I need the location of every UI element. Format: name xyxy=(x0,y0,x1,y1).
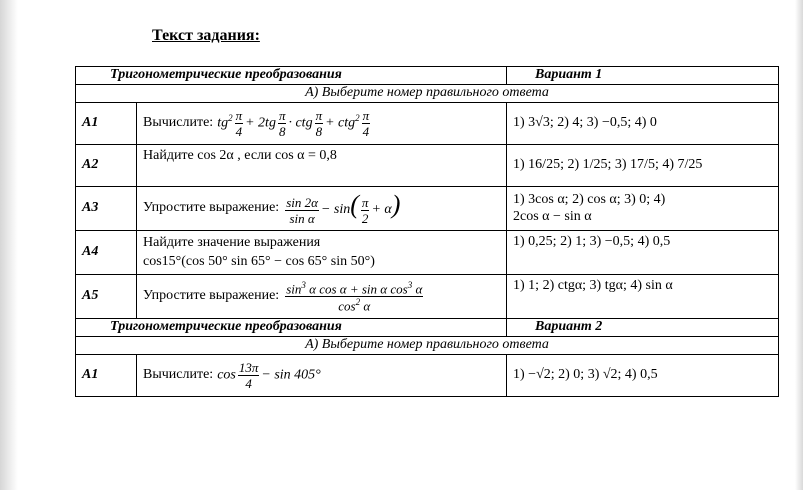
question-text: Найдите значение выражения xyxy=(143,234,321,250)
question-text: Упростите выражение: xyxy=(143,200,280,216)
task-row-a3 xyxy=(76,187,779,231)
math-expression: cos $\frac{13\pi}{4}$ − sin 405° xyxy=(217,360,321,391)
task-code: А5 xyxy=(76,275,137,319)
variant1-header xyxy=(76,67,779,85)
variant2-subtitle-row xyxy=(76,337,779,355)
question-text: Упростите выражение: xyxy=(143,288,280,304)
task-row-a2 xyxy=(76,145,779,187)
task-code: А3 xyxy=(76,187,137,231)
variant2-subtitle: А) Выберите номер правильного ответа xyxy=(76,337,779,355)
math-expression: cos15°(cos 50° sin 65° − cos 65° sin 50°) xyxy=(143,253,375,269)
variant2-topic: Тригонометрические преобразования xyxy=(76,319,507,337)
task-answers xyxy=(507,187,779,231)
task-answers: 1) 1; 2) ctgα; 3) tgα; 4) sin α xyxy=(507,275,779,319)
variant1-label: Вариант 1 xyxy=(507,67,779,85)
math-expression: $\frac{\sin 2\alpha}{\text{sin α}}$ − sin( $\frac{\pi}{2}$ + α) xyxy=(286,190,401,226)
task-question xyxy=(137,275,507,319)
task-row-a5 xyxy=(76,275,779,319)
task-question xyxy=(137,231,507,275)
question-text: Вычислите: xyxy=(143,367,214,383)
answers-line-2: 2cos α − sin α xyxy=(513,208,592,224)
variant2-header xyxy=(76,319,779,337)
task-code: А1 xyxy=(76,103,137,145)
math-expression: $tg^2$ $\frac{\pi}{4}$ + 2tg $\frac{\pi}{8}$ · ctg $\frac{\pi}{8}$ + ctg$^2$ $\frac{\pi}{4}$ xyxy=(217,108,370,139)
page-shadow-right xyxy=(795,0,803,490)
task-question xyxy=(137,103,507,145)
task-answers: 1) −√2; 2) 0; 3) √2; 4) 0,5 xyxy=(507,355,779,397)
variant1-topic: Тригонометрические преобразования xyxy=(76,67,507,85)
task-answers: 1) 16/25; 2) 1/25; 3) 17/5; 4) 7/25 xyxy=(507,145,779,187)
task-table xyxy=(75,66,779,397)
variant1-subtitle-row xyxy=(76,85,779,103)
math-expression: $\frac{\sin^3 \alpha \cos \alpha + \sin \alpha \cos^3 \alpha}{\cos^2 \alpha}$ xyxy=(286,279,423,314)
task-row-a4 xyxy=(76,231,779,275)
task-answers: 1) 0,25; 2) 1; 3) −0,5; 4) 0,5 xyxy=(507,231,779,275)
question-text: Вычислите: xyxy=(143,115,214,131)
variant2-label: Вариант 2 xyxy=(507,319,779,337)
task-code: А4 xyxy=(76,231,137,275)
task-code: А1 xyxy=(76,355,137,397)
answers-line-1: 1) 3cos α; 2) cos α; 3) 0; 4) xyxy=(513,192,666,208)
task-question xyxy=(137,355,507,397)
task-answers: 1) 3√3; 2) 4; 3) −0,5; 4) 0 xyxy=(507,103,779,145)
question-text: Найдите cos 2α , если cos α = 0,8 xyxy=(137,145,507,187)
task-question xyxy=(137,187,507,231)
task-row-a1 xyxy=(76,103,779,145)
variant1-subtitle: А) Выберите номер правильного ответа xyxy=(76,85,779,103)
page-shadow-left xyxy=(0,0,18,490)
task-code: А2 xyxy=(76,145,137,187)
task-row-v2-a1 xyxy=(76,355,779,397)
page-title: Текст задания: xyxy=(152,27,260,44)
